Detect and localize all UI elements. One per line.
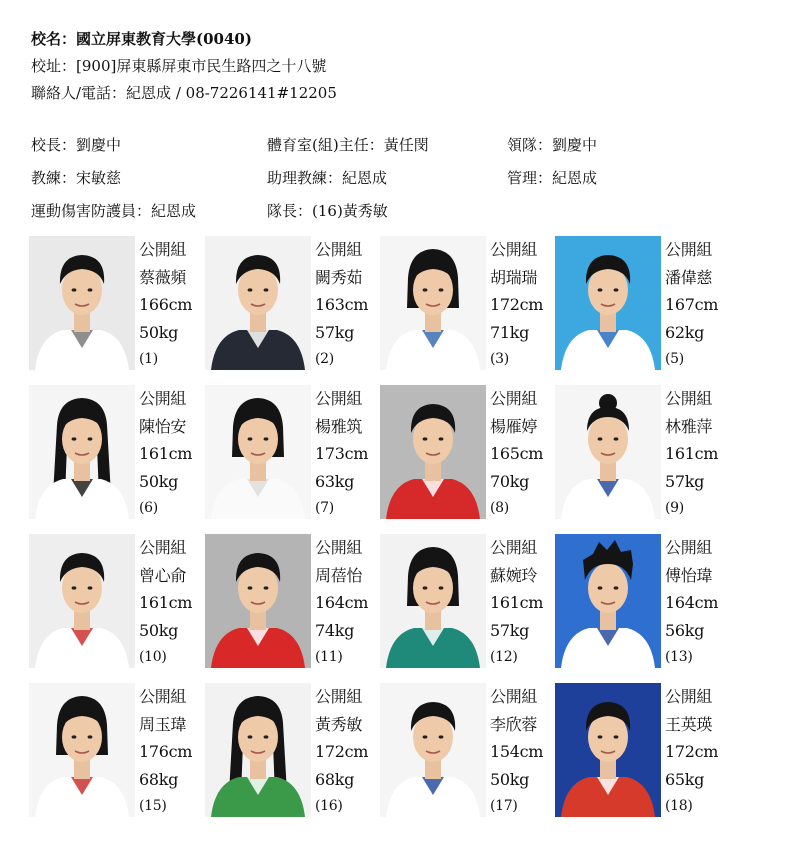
player-name: 楊雅筑 [315,416,363,436]
player-photo [205,236,311,370]
player-name: 楊雁婷 [490,416,538,436]
player-weight: 50kg [490,769,530,789]
player-weight: 74kg [315,620,355,640]
staff-row [31,134,771,167]
player-number: (6) [139,500,158,517]
player-card [555,236,731,373]
player-photo [29,534,135,668]
player-group: 公開組 [315,687,363,706]
player-photo [555,385,661,519]
player-card [205,236,381,373]
player-name: 黃秀敏 [315,714,363,734]
player-height: 164cm [315,593,369,613]
player-group: 公開組 [139,687,187,706]
player-group: 公開組 [665,687,713,706]
player-weight: 71kg [490,322,530,342]
player-info [315,683,368,821]
player-number: (5) [665,351,684,368]
player-height: 165cm [490,444,544,464]
player-number: (9) [665,500,684,517]
player-photo [555,534,661,668]
player-height: 161cm [139,444,193,464]
player-number: (3) [490,351,509,368]
player-group: 公開組 [665,240,713,259]
player-card [205,534,381,671]
player-height: 167cm [665,295,719,315]
player-name: 蘇婉玲 [490,565,538,585]
player-group: 公開組 [315,240,363,259]
staff-manager: 管理：紀恩成 [507,169,598,187]
player-name: 闕秀茹 [315,267,363,287]
player-number: (1) [139,351,158,368]
player-card [380,385,556,522]
player-weight: 56kg [665,620,705,640]
player-group: 公開組 [665,389,713,408]
player-height: 161cm [139,593,193,613]
player-height: 172cm [315,742,369,762]
player-photo [380,534,486,668]
player-height: 176cm [139,742,193,762]
player-number: (2) [315,351,334,368]
player-height: 172cm [665,742,719,762]
player-height: 154cm [490,742,544,762]
player-info [490,385,543,523]
player-group: 公開組 [490,389,538,408]
player-height: 164cm [665,593,719,613]
player-card [29,534,205,671]
player-card [555,385,731,522]
player-name: 潘偉慈 [665,267,713,287]
staff-coach: 教練：宋敏慈 [31,169,122,187]
player-card [205,683,381,820]
player-photo [205,534,311,668]
player-group: 公開組 [490,687,538,706]
player-info [665,683,718,821]
player-info [665,534,718,672]
school-name: 校名：國立屏東教育大學(0040) [31,30,252,48]
player-name: 李欣蓉 [490,714,538,734]
player-height: 163cm [315,295,369,315]
player-weight: 63kg [315,471,355,491]
player-card [29,236,205,373]
player-info [139,236,192,374]
player-number: (15) [139,798,167,815]
player-photo [380,385,486,519]
player-info [315,385,368,523]
player-photo [555,236,661,370]
player-card [555,534,731,671]
staff-team-leader: 領隊：劉慶中 [507,136,598,154]
player-name: 林雅萍 [665,416,713,436]
player-weight: 50kg [139,620,179,640]
player-name: 周蓓怡 [315,565,363,585]
player-height: 161cm [490,593,544,613]
player-group: 公開組 [490,538,538,557]
player-info [315,236,368,374]
player-group: 公開組 [139,240,187,259]
player-weight: 65kg [665,769,705,789]
player-height: 172cm [490,295,544,315]
player-name: 王英瑛 [665,714,713,734]
player-number: (11) [315,649,343,666]
player-weight: 68kg [315,769,355,789]
staff-row [31,200,771,233]
player-photo [29,236,135,370]
player-photo [205,683,311,817]
player-photo [555,683,661,817]
school-address: 校址：[900]屏東縣屏東市民生路四之十八號 [31,57,327,75]
staff-athletic-trainer: 運動傷害防護員：紀恩成 [31,202,197,220]
player-photo [380,683,486,817]
player-weight: 57kg [490,620,530,640]
player-photo [29,385,135,519]
player-name: 蔡薇頻 [139,267,187,287]
player-info [139,534,192,672]
player-info [139,385,192,523]
player-number: (12) [490,649,518,666]
staff-sports-director: 體育室(組)主任：黃任閔 [267,136,429,154]
player-group: 公開組 [665,538,713,557]
player-info [665,385,718,523]
player-info [665,236,718,374]
staff-row [31,167,771,200]
player-name: 曾心俞 [139,565,187,585]
player-photo [205,385,311,519]
player-photo [380,236,486,370]
player-name: 傅怡瑋 [665,565,713,585]
player-number: (8) [490,500,509,517]
staff-assistant-coach: 助理教練：紀恩成 [267,169,388,187]
player-number: (7) [315,500,334,517]
player-group: 公開組 [490,240,538,259]
player-card [380,683,556,820]
player-card [380,534,556,671]
player-card [555,683,731,820]
player-weight: 50kg [139,322,179,342]
player-weight: 50kg [139,471,179,491]
player-info [315,534,368,672]
player-card [205,385,381,522]
player-weight: 57kg [665,471,705,491]
staff-captain: 隊長：(16)黃秀敏 [267,202,388,220]
player-number: (10) [139,649,167,666]
player-name: 胡瑞瑞 [490,267,538,287]
school-header [31,26,337,107]
player-height: 166cm [139,295,193,315]
player-number: (17) [490,798,518,815]
player-info [490,534,543,672]
player-height: 161cm [665,444,719,464]
player-info [490,683,543,821]
player-group: 公開組 [139,538,187,557]
player-info [490,236,543,374]
staff-list [31,134,771,233]
player-number: (13) [665,649,693,666]
player-photo [29,683,135,817]
player-weight: 57kg [315,322,355,342]
player-height: 173cm [315,444,369,464]
player-number: (18) [665,798,693,815]
player-name: 陳怡安 [139,416,187,436]
player-card [380,236,556,373]
player-group: 公開組 [315,389,363,408]
school-contact: 聯絡人/電話：紀恩成 / 08-7226141#12205 [31,84,337,102]
player-number: (16) [315,798,343,815]
player-name: 周玉瑋 [139,714,187,734]
player-info [139,683,192,821]
player-group: 公開組 [315,538,363,557]
player-card [29,683,205,820]
player-weight: 68kg [139,769,179,789]
player-card [29,385,205,522]
staff-principal: 校長：劉慶中 [31,136,122,154]
player-group: 公開組 [139,389,187,408]
player-weight: 62kg [665,322,705,342]
player-weight: 70kg [490,471,530,491]
